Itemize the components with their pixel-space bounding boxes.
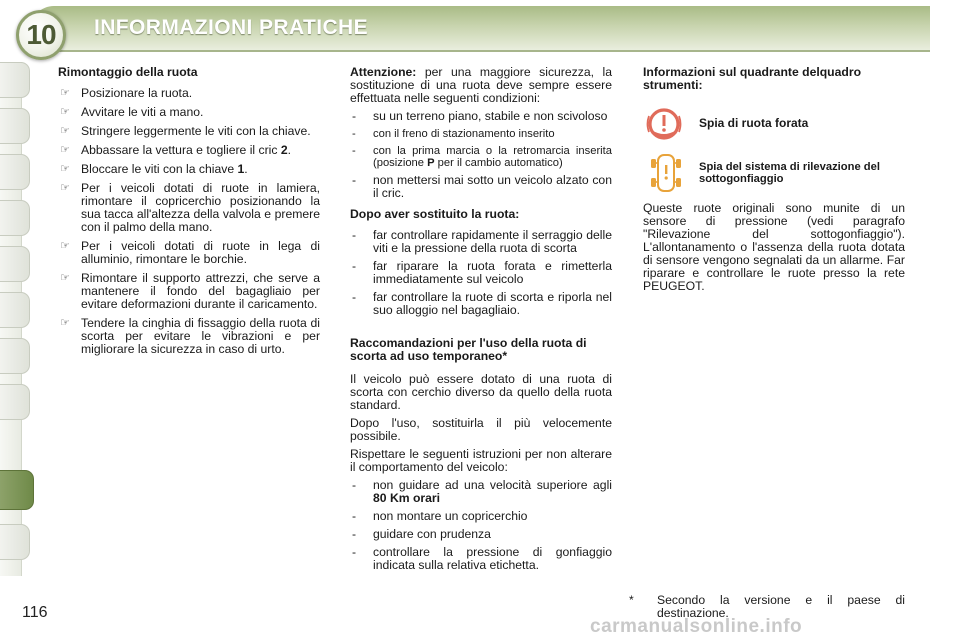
paragraph: Queste ruote originali sono munite di un sensore di pressione (vedi paragrafo "Rilevazione del sottogonfiaggio"). L'allontanamento o l'assenza della ruota dotata di sensore vengono segnalati da un allarme. Far riparare e controllare le ruote presso la rete PEUGEOT. (643, 201, 905, 293)
paragraph: Il veicolo può essere dotato di una ruota di scorta con cerchio diverso da quello della ruota standard. (350, 372, 612, 412)
list-item: - non guidare ad una velocità superiore agli 80 Km orari (352, 478, 612, 505)
list-item: ☞ Per i veicoli dotati di ruote in lamiera, rimontare il copricerchio posizionando la sua tacca all'altezza della valvola e premere con il palmo della mano. (60, 181, 320, 234)
list-item: - controllare la pressione di gonfiaggio indicata sulla relativa etichetta. (352, 545, 612, 572)
page-title: INFORMAZIONI PRATICHE (94, 16, 368, 39)
column-dashboard-info (643, 66, 905, 298)
pointing-hand-icon: ☞ (60, 163, 70, 175)
pointing-hand-icon: ☞ (60, 144, 70, 156)
list-item: ☞ Bloccare le viti con la chiave 1. (60, 162, 248, 176)
pointing-hand-icon: ☞ (60, 317, 70, 329)
pointing-hand-icon: ☞ (60, 125, 70, 137)
chapter-tab[interactable] (0, 200, 30, 236)
list-item: - non mettersi mai sotto un veicolo alzato con il cric. (352, 173, 612, 200)
chapter-tab[interactable] (0, 246, 30, 282)
pointing-hand-icon: ☞ (60, 87, 70, 99)
paragraph: Dopo l'uso, sostituirla il più velocemente possibile. (350, 416, 612, 443)
tyre-pressure-system-icon (643, 152, 689, 194)
list-item: ☞ Tendere la cinghia di fissaggio della ruota di scorta per evitare le vibrazioni e per migliorare la sicurezza in caso di urto. (60, 316, 320, 356)
column-refitting-wheel (58, 66, 320, 362)
section-title: Raccomandazioni per l'uso della ruota di scorta ad uso temporaneo* (350, 336, 587, 363)
chapter-tabs (0, 62, 34, 576)
chapter-tab[interactable] (0, 292, 30, 328)
lamp-row (643, 102, 905, 144)
warning-paragraph: Attenzione: per una maggiore sicurezza, la sostituzione di una ruota deve sempre essere effettuata nelle seguenti condizioni: (350, 65, 612, 105)
chapter-tab[interactable] (0, 154, 30, 190)
pointing-hand-icon: ☞ (60, 182, 70, 194)
lamp-label: Spia di ruota forata (699, 115, 809, 130)
section-title: Dopo aver sostituito la ruota: (350, 207, 520, 221)
section-title: Informazioni sul quadrante delquadro strumenti: (643, 65, 862, 92)
list-item: - guidare con prudenza (352, 527, 491, 541)
warning-label: Attenzione: (350, 65, 417, 79)
column-safety (350, 66, 612, 580)
pointing-hand-icon: ☞ (60, 272, 70, 284)
list-item: - far controllare la ruote di scorta e riporla nel suo alloggio nel bagagliaio. (352, 290, 612, 317)
lamp-row (643, 152, 905, 194)
lamp-label: Spia del sistema di rilevazione del sottogonfiaggio (699, 161, 880, 185)
list-item: - con il freno di stazionamento inserito (352, 128, 555, 140)
chapter-tab[interactable] (0, 384, 30, 420)
chapter-tab[interactable] (0, 524, 30, 560)
spare-wheel-rules-list (350, 479, 612, 572)
list-item: - su un terreno piano, stabile e non scivoloso (352, 109, 608, 123)
chapter-tab-active[interactable] (0, 470, 34, 510)
chapter-number-badge: 10 (16, 10, 66, 60)
list-item: ☞ Avvitare le viti a mano. (60, 105, 204, 119)
chapter-tab[interactable] (0, 62, 30, 98)
list-item: ☞ Posizionare la ruota. (60, 86, 193, 100)
section-title: Rimontaggio della ruota (58, 65, 198, 79)
list-item: - far controllare rapidamente il serraggio delle viti e la pressione della ruota di scorta (352, 228, 612, 255)
conditions-list (350, 110, 612, 200)
paragraph: Rispettare le seguenti istruzioni per non alterare il comportamento del veicolo: (350, 447, 612, 474)
pointing-hand-icon: ☞ (60, 240, 70, 252)
list-item: ☞ Rimontare il supporto attrezzi, che serve a mantenere il fondo del bagagliaio per evitare deformazioni durante il caricamento. (60, 271, 320, 311)
after-change-list (350, 229, 612, 317)
flat-tyre-warning-icon (643, 102, 689, 144)
page-number: 116 (22, 604, 48, 621)
list-item: - non montare un copricerchio (352, 509, 528, 523)
chapter-tab[interactable] (0, 338, 30, 374)
chapter-tab[interactable] (0, 108, 30, 144)
list-item: - far riparare la ruota forata e rimetterla immediatamente sul veicolo (352, 259, 612, 286)
footnote: * Secondo la versione e il paese di destinazione. (629, 593, 905, 620)
list-item: ☞ Per i veicoli dotati di ruote in lega di alluminio, rimontare le borchie. (60, 239, 320, 266)
list-item: - con la prima marcia o la retromarcia inserita (posizione P per il cambio automatico) (352, 145, 612, 169)
list-item: ☞ Stringere leggermente le viti con la chiave. (60, 124, 311, 138)
watermark: carmanualsonline.info (590, 616, 803, 637)
instruction-list (58, 87, 320, 356)
list-item: ☞ Abbassare la vettura e togliere il cric 2. (60, 143, 292, 157)
pointing-hand-icon: ☞ (60, 106, 70, 118)
